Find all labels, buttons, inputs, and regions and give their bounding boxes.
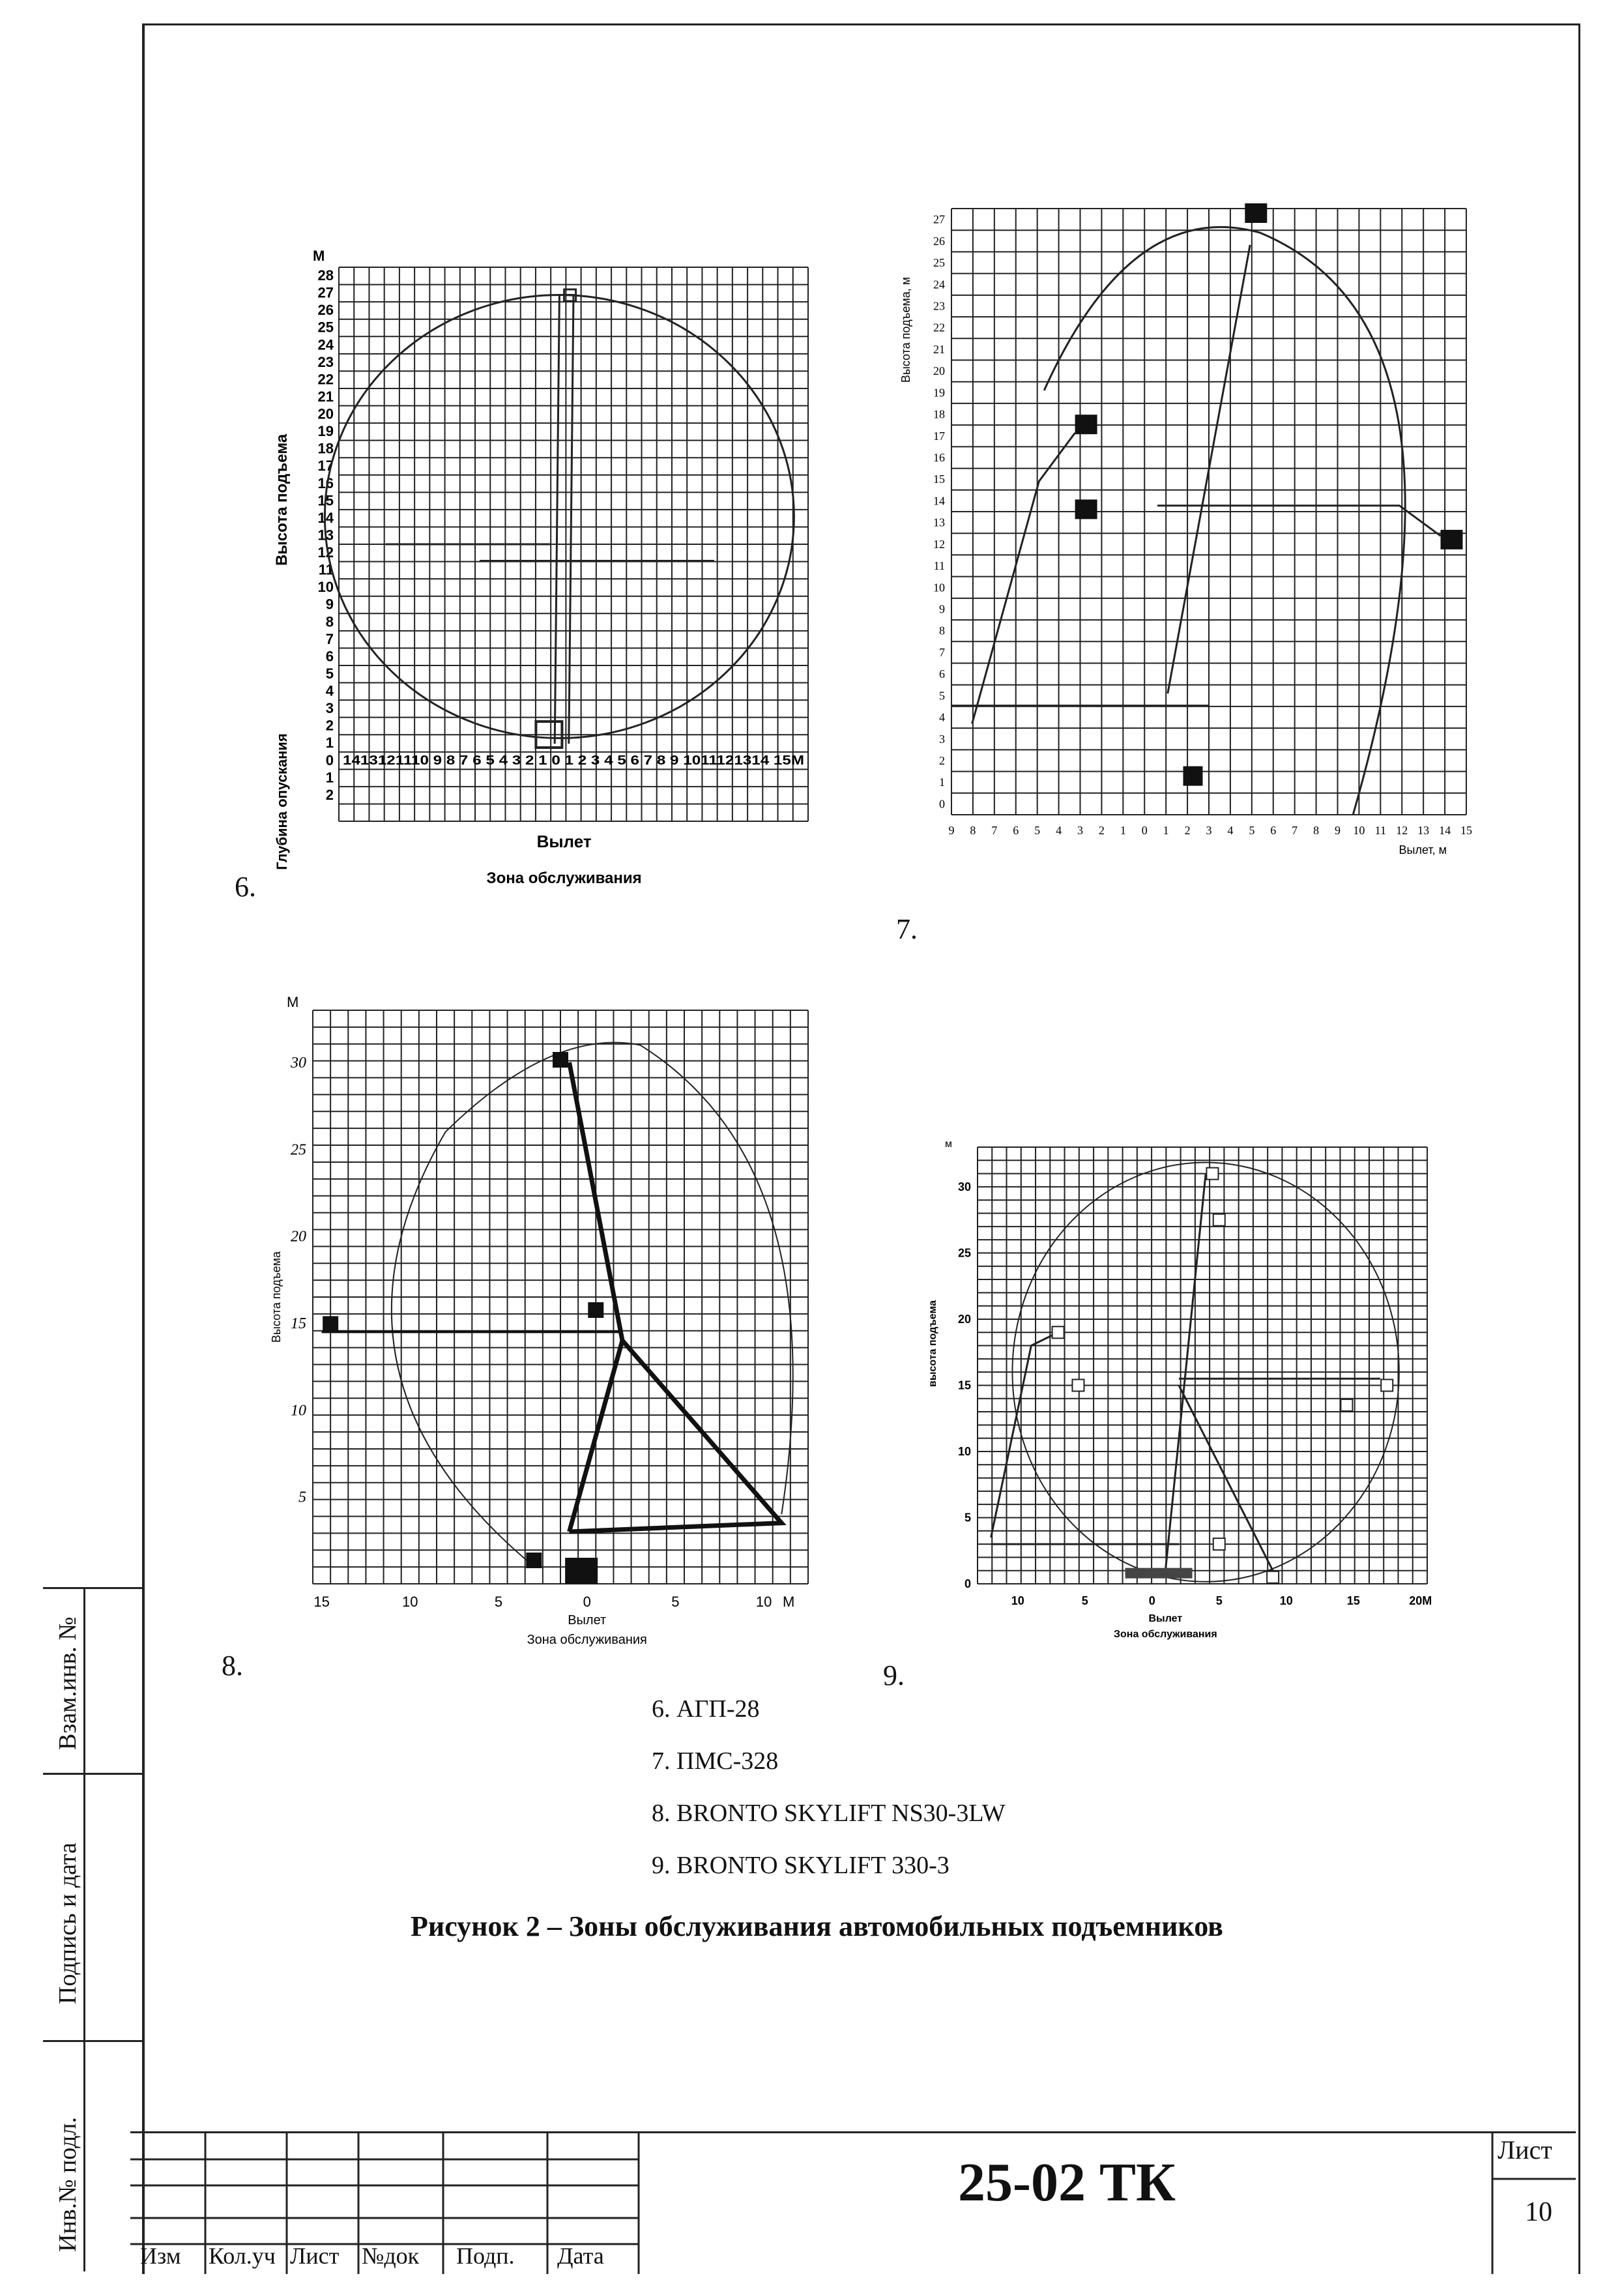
x-tick-label: 5	[1215, 1594, 1223, 1607]
y-tick-label: 3	[325, 700, 334, 717]
reach-envelope	[1044, 227, 1405, 815]
basket-marker	[1206, 1168, 1218, 1180]
basket-marker	[1341, 1399, 1352, 1411]
y-tick-label: 25	[291, 1141, 306, 1159]
y-tick-label: 1	[325, 735, 334, 752]
x-tick-label: 4	[1056, 824, 1062, 837]
unit-label: М	[313, 248, 325, 264]
y-tick-label: 19	[317, 423, 334, 440]
x-tick-label: 15	[313, 1594, 330, 1610]
x-tick-label: 2	[1184, 824, 1191, 837]
x-tick-label: 7	[1292, 824, 1298, 837]
y-tick-label: 15	[317, 492, 334, 509]
stamp-col-docnum: №док	[362, 2243, 420, 2269]
boom-left	[991, 1332, 1058, 1538]
y-tick-label: 24	[317, 336, 334, 353]
x-tick-label: 6	[1013, 824, 1019, 837]
side-divider	[43, 2040, 142, 2042]
y-axis-label: высота подъема	[927, 1300, 938, 1387]
y-tick-label: 12	[933, 537, 945, 551]
y-tick-label: 10	[317, 579, 334, 596]
x-tick-label: М	[782, 1594, 795, 1610]
chart-title: Зона обслуживания	[1113, 1629, 1217, 1640]
y-tick-label: 22	[317, 371, 334, 388]
y-axis-label: Высота подъема, м	[899, 276, 912, 383]
figure-9-svg	[912, 1134, 1486, 1675]
y-tick-label: 2	[325, 786, 334, 803]
figure-9-number: 9.	[883, 1659, 905, 1691]
basket-marker	[1075, 499, 1097, 519]
y-tick-label: 1	[939, 776, 945, 789]
y-tick-label: 2	[939, 753, 945, 767]
figure-6-chart	[261, 241, 873, 887]
x-tick-label: 5	[494, 1594, 503, 1610]
x-tick-label: 20М	[1409, 1594, 1432, 1607]
y-tick-label: 23	[933, 299, 945, 313]
sheet-label: Лист	[1498, 2135, 1552, 2165]
y-tick-label: 15	[957, 1379, 971, 1392]
x-tick-label: 6	[1270, 824, 1277, 837]
y-tick-label: 20	[933, 364, 945, 378]
basket-marker	[1052, 1326, 1064, 1338]
y-tick-label: 30	[957, 1180, 971, 1193]
y-tick-label: 1	[325, 769, 334, 786]
y-tick-label: 18	[317, 440, 334, 457]
unit-label: М	[287, 994, 299, 1010]
y-tick-label: 21	[933, 342, 945, 356]
stamp-col-change: Изм	[140, 2243, 181, 2269]
figure-6-svg	[261, 241, 873, 887]
basket-marker	[1183, 766, 1203, 786]
y-tick-label: 10	[291, 1402, 306, 1420]
y-tick-label: 15	[291, 1315, 306, 1332]
y-tick-label: 11	[318, 561, 334, 578]
basket-marker	[1441, 530, 1463, 549]
y-axis-label: Высота подъема	[270, 1251, 283, 1343]
y-tick-label: 16	[317, 474, 334, 491]
y-tick-label: 8	[325, 613, 334, 630]
sheet-number: 10	[1525, 2197, 1552, 2227]
y-axis-label-negative: Глубина опускания	[274, 733, 290, 870]
x-tick-label: 15	[1460, 824, 1472, 837]
title-block-grid	[130, 2133, 1576, 2274]
figure-caption: Рисунок 2 – Зоны обслуживания автомобильных подъемников	[411, 1910, 1223, 1942]
x-tick-label: 10	[1353, 824, 1365, 837]
y-tick-label: 10	[957, 1444, 971, 1458]
side-label-signature-date: Подпись и дата	[54, 1842, 81, 2004]
y-tick-label: 7	[325, 630, 334, 647]
basket-marker	[1213, 1538, 1225, 1550]
y-tick-label: 30	[291, 1055, 306, 1072]
y-tick-label: 14	[933, 494, 945, 508]
y-axis-label: Высота подъема	[273, 433, 291, 566]
basket-marker	[1213, 1214, 1225, 1226]
x-tick-label: 13	[1417, 824, 1430, 837]
y-tick-label: 16	[933, 450, 945, 464]
basket-marker	[1267, 1571, 1279, 1583]
y-tick-label: 13	[933, 516, 945, 529]
y-tick-label: 25	[957, 1246, 971, 1260]
stamp-col-date: Дата	[557, 2243, 604, 2269]
y-tick-label: 7	[939, 645, 945, 659]
x-tick-label: 0	[583, 1594, 591, 1610]
x-axis-label: Вылет, м	[1399, 843, 1447, 856]
y-tick-label: 27	[933, 212, 945, 226]
y-tick-label: 17	[933, 429, 945, 443]
y-tick-label: 17	[317, 458, 334, 474]
legend-item: 8. BRONTO SKYLIFT NS30-3LW	[652, 1800, 1006, 1827]
x-tick-label: 3	[1077, 824, 1083, 837]
x-tick-label: 5	[1034, 824, 1041, 837]
y-tick-label: 2	[325, 717, 334, 734]
figure-7-chart	[893, 182, 1492, 873]
y-tick-label: 18	[933, 407, 945, 421]
figure-8-svg	[261, 991, 847, 1647]
boom-left	[972, 433, 1075, 723]
x-tick-label: 8	[970, 824, 976, 837]
side-divider	[43, 1587, 142, 1589]
x-tick-labels: 1413121110 9 8 7 6 5 4 3 2 1 0 1 2 3 4 5 6 7 8 9 1011121314 15М	[343, 753, 804, 768]
basket-marker	[588, 1302, 603, 1318]
legend-item: 7. ПМС-328	[652, 1747, 779, 1775]
y-tick-label: 10	[933, 581, 945, 594]
unit-label: м	[945, 1139, 952, 1150]
x-tick-label: 9	[948, 824, 955, 837]
x-axis-label: Вылет	[568, 1613, 607, 1627]
figure-7-svg	[893, 182, 1492, 873]
y-tick-label: 12	[317, 544, 334, 561]
side-label-replaced-inv: Взам.инв. №	[54, 1616, 81, 1750]
x-axis-label: Вылет	[536, 832, 592, 851]
side-label-inv-original: Инв.№ подл.	[54, 2116, 81, 2252]
y-tick-label: 8	[939, 624, 945, 637]
y-tick-label: 24	[933, 278, 945, 291]
side-divider-v	[83, 1587, 85, 2271]
y-tick-label: 0	[939, 797, 945, 811]
y-tick-label: 28	[317, 267, 334, 284]
basket-marker	[1245, 203, 1267, 223]
figure-8-chart	[261, 991, 847, 1647]
x-tick-label: 5	[1081, 1594, 1088, 1607]
y-tick-label: 4	[939, 710, 945, 724]
y-tick-label: 19	[933, 386, 945, 400]
y-tick-label: 5	[325, 665, 334, 682]
y-tick-label: 13	[317, 527, 334, 544]
y-tick-label: 20	[317, 405, 334, 422]
x-tick-label: 4	[1227, 824, 1234, 837]
chart-title: Зона обслуживания	[486, 869, 642, 887]
x-tick-label: 9	[1335, 824, 1341, 837]
x-tick-label: 8	[1313, 824, 1320, 837]
y-tick-label: 25	[933, 256, 945, 270]
basket-marker	[553, 1052, 568, 1068]
y-tick-label: 14	[317, 509, 334, 526]
y-tick-label: 5	[298, 1489, 306, 1506]
vehicle-base	[1125, 1568, 1193, 1579]
y-tick-label: 15	[933, 473, 945, 486]
x-tick-label: 14	[1439, 824, 1451, 837]
basket-marker	[1381, 1379, 1393, 1391]
boom-horizontal	[386, 544, 714, 561]
y-tick-label: 9	[939, 602, 945, 616]
y-tick-label: 23	[317, 353, 334, 370]
basket-marker	[1075, 415, 1097, 434]
figure-6-number: 6.	[235, 871, 256, 903]
y-tick-label: 20	[291, 1228, 306, 1246]
stamp-col-count: Кол.уч	[209, 2243, 276, 2269]
title-block	[130, 2131, 1576, 2274]
stamp-col-sign: Подп.	[456, 2243, 515, 2269]
x-tick-label: 5	[1249, 824, 1255, 837]
x-tick-label: 10	[1279, 1594, 1293, 1607]
basket-marker	[526, 1553, 542, 1568]
y-tick-label: 11	[933, 559, 945, 573]
basket-marker	[1072, 1379, 1084, 1391]
basket-marker	[323, 1316, 338, 1332]
x-tick-label: 10	[1011, 1594, 1024, 1607]
document-code: 25-02 ТК	[958, 2152, 1176, 2213]
x-tick-label: 15	[1346, 1594, 1360, 1607]
y-tick-label: 26	[933, 234, 945, 248]
x-tick-label: 1	[1163, 824, 1169, 837]
y-tick-label: 6	[325, 648, 334, 665]
vehicle-base	[565, 1558, 598, 1584]
x-tick-label: 10	[402, 1594, 418, 1610]
y-tick-label: 6	[939, 667, 945, 681]
x-tick-label: 12	[1396, 824, 1408, 837]
stamp-col-sheet: Лист	[290, 2243, 340, 2269]
legend-item: 6. АГП-28	[652, 1695, 760, 1723]
x-tick-label: 2	[1098, 824, 1105, 837]
y-tick-label: 0	[964, 1577, 971, 1590]
y-tick-label: 3	[939, 732, 945, 746]
y-tick-label: 22	[933, 321, 945, 334]
x-tick-label: 10	[755, 1594, 772, 1610]
figure-9-chart	[912, 1134, 1486, 1675]
x-tick-label: 7	[991, 824, 998, 837]
y-tick-label: 4	[325, 682, 334, 699]
legend-item: 9. BRONTO SKYLIFT 330-3	[652, 1852, 950, 1879]
x-tick-label: 0	[1148, 1594, 1155, 1607]
boom-vertical	[555, 295, 573, 744]
figure-8-number: 8.	[222, 1650, 243, 1682]
x-tick-label: 5	[671, 1594, 680, 1610]
y-tick-label: 27	[317, 284, 334, 301]
y-tick-label: 9	[325, 596, 334, 613]
x-tick-label: 1	[1120, 824, 1126, 837]
x-tick-label: 3	[1206, 824, 1212, 837]
y-tick-label: 5	[964, 1511, 971, 1525]
x-axis-label: Вылет	[1148, 1613, 1183, 1624]
boom-extended	[570, 1341, 782, 1532]
x-tick-label: 11	[1374, 824, 1387, 837]
y-tick-label: 0	[325, 752, 334, 768]
y-tick-label: 21	[317, 388, 334, 405]
chart-title: Зона обслуживания	[527, 1633, 647, 1647]
x-tick-label: 0	[1141, 824, 1148, 837]
figure-7-number: 7.	[896, 913, 918, 945]
y-tick-label: 25	[317, 319, 334, 336]
side-divider	[43, 1773, 142, 1775]
y-tick-label: 5	[939, 689, 945, 703]
y-tick-label: 26	[317, 302, 334, 319]
y-tick-label: 20	[957, 1312, 971, 1326]
side-strip	[43, 1587, 142, 2271]
